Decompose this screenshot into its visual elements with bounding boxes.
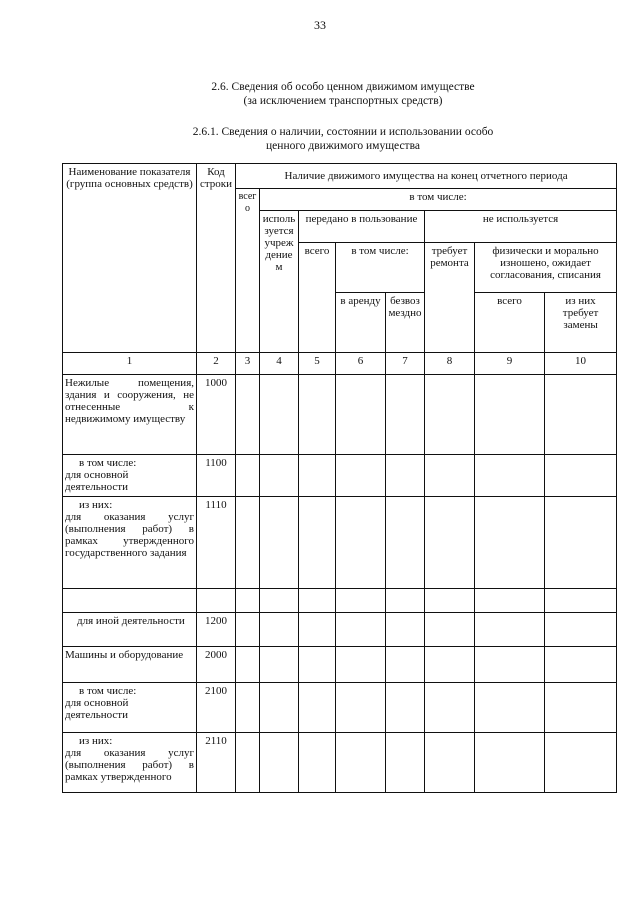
header-not-used: не используется	[425, 211, 617, 243]
data-cell[interactable]	[545, 497, 617, 589]
row-name-text: для основной деятельности	[65, 469, 129, 493]
data-cell[interactable]	[425, 683, 475, 733]
data-cell[interactable]	[425, 647, 475, 683]
header-worn-total: всего	[475, 293, 545, 353]
column-numbers-row	[63, 353, 617, 375]
data-cell[interactable]	[299, 589, 336, 613]
data-cell[interactable]	[336, 497, 386, 589]
row-name: Машины и оборудование	[63, 647, 197, 683]
column-number: 3	[236, 353, 260, 375]
data-cell[interactable]	[545, 647, 617, 683]
row-name	[63, 683, 197, 733]
page-number: 33	[314, 18, 326, 32]
data-cell[interactable]	[425, 375, 475, 455]
row-name-prefix: в том числе:	[79, 457, 137, 469]
row-name	[63, 497, 197, 589]
data-cell[interactable]	[425, 497, 475, 589]
data-cell[interactable]	[386, 497, 425, 589]
column-number: 10	[545, 353, 617, 375]
row-code: 2110	[197, 733, 236, 793]
data-cell[interactable]	[425, 733, 475, 793]
data-cell[interactable]	[236, 683, 260, 733]
data-cell[interactable]	[336, 733, 386, 793]
header-worn-replace: из них требует замены	[545, 293, 617, 353]
column-number: 1	[63, 353, 197, 375]
data-cell[interactable]	[545, 733, 617, 793]
row-name-prefix: из них:	[79, 735, 113, 747]
data-cell[interactable]	[475, 497, 545, 589]
data-cell[interactable]	[299, 613, 336, 647]
data-cell[interactable]	[386, 589, 425, 613]
data-cell[interactable]	[236, 613, 260, 647]
data-cell[interactable]	[475, 733, 545, 793]
data-cell[interactable]	[336, 375, 386, 455]
header-transferred-total: всего	[299, 243, 336, 353]
row-name: Нежилые помещения, здания и сооружения, не отнесенные к недвижимому имуществу	[63, 375, 197, 455]
data-cell[interactable]	[545, 589, 617, 613]
table-row	[63, 589, 617, 613]
data-cell[interactable]	[299, 455, 336, 497]
header-indicator: Наименование показателя (группа основных средств)	[63, 164, 197, 353]
header-needs-repair: требует ремонта	[425, 243, 475, 353]
header-including: в том числе:	[260, 189, 617, 211]
header-transferred: передано в пользование	[299, 211, 425, 243]
row-name-text: для оказания услуг (выполнения работ) в рамках утвержденного	[65, 747, 194, 783]
data-cell[interactable]	[386, 647, 425, 683]
data-cell[interactable]	[386, 733, 425, 793]
row-name-text: для оказания услуг (выполнения работ) в рамках утвержденного государственного задания	[65, 511, 194, 559]
data-cell[interactable]	[236, 455, 260, 497]
data-cell[interactable]	[545, 683, 617, 733]
table-row	[63, 455, 617, 497]
row-name-text: для основной деятельности	[65, 697, 129, 721]
assets-table	[62, 163, 617, 793]
column-number: 7	[386, 353, 425, 375]
data-cell[interactable]	[260, 455, 299, 497]
header-code: Код строки	[197, 164, 236, 353]
subsection-heading	[150, 125, 536, 153]
header-availability: Наличие движимого имущества на конец отчетного периода	[236, 164, 617, 189]
row-code: 1100	[197, 455, 236, 497]
data-cell[interactable]	[425, 613, 475, 647]
table-row	[63, 647, 617, 683]
row-code	[197, 589, 236, 613]
row-name	[63, 733, 197, 793]
data-cell[interactable]	[299, 375, 336, 455]
data-cell[interactable]	[386, 375, 425, 455]
data-cell[interactable]	[336, 683, 386, 733]
data-cell[interactable]	[336, 613, 386, 647]
row-name-prefix: в том числе:	[79, 685, 137, 697]
row-name	[63, 589, 197, 613]
data-cell[interactable]	[260, 647, 299, 683]
data-cell[interactable]	[260, 589, 299, 613]
row-name-prefix: из них:	[79, 499, 113, 511]
row-code: 2100	[197, 683, 236, 733]
data-cell[interactable]	[475, 683, 545, 733]
data-cell[interactable]	[545, 455, 617, 497]
data-cell[interactable]	[299, 683, 336, 733]
data-cell[interactable]	[386, 455, 425, 497]
data-cell[interactable]	[475, 455, 545, 497]
row-code: 1110	[197, 497, 236, 589]
column-number: 9	[475, 353, 545, 375]
data-cell[interactable]	[545, 375, 617, 455]
table-row	[63, 683, 617, 733]
data-cell[interactable]	[299, 733, 336, 793]
header-free: безвозмездно	[386, 293, 425, 353]
table-row	[63, 733, 617, 793]
data-cell[interactable]	[236, 733, 260, 793]
data-cell[interactable]	[545, 613, 617, 647]
header-total: всего	[236, 189, 260, 353]
subsection-heading-line2: ценного движимого имущества	[266, 140, 420, 152]
data-cell[interactable]	[236, 375, 260, 455]
column-number: 8	[425, 353, 475, 375]
subsection-heading-line1: 2.6.1. Сведения о наличии, состоянии и использовании особо	[192, 126, 494, 138]
table-row	[63, 497, 617, 589]
data-cell[interactable]	[236, 647, 260, 683]
column-number: 4	[260, 353, 299, 375]
column-number: 2	[197, 353, 236, 375]
data-cell[interactable]	[475, 375, 545, 455]
data-cell[interactable]	[336, 589, 386, 613]
section-heading-line2: (за исключением транспортных средств)	[243, 95, 443, 107]
data-cell[interactable]	[260, 375, 299, 455]
data-cell[interactable]	[475, 589, 545, 613]
data-cell[interactable]	[386, 683, 425, 733]
header-transferred-including: в том числе:	[336, 243, 425, 293]
row-name	[63, 455, 197, 497]
row-code: 1000	[197, 375, 236, 455]
data-cell[interactable]	[425, 455, 475, 497]
data-cell[interactable]	[475, 613, 545, 647]
data-cell[interactable]	[299, 497, 336, 589]
header-in-use: используется учреждением	[260, 211, 299, 353]
data-cell[interactable]	[260, 613, 299, 647]
data-cell[interactable]	[425, 589, 475, 613]
row-name: для иной деятельности	[63, 613, 197, 647]
data-cell[interactable]	[236, 589, 260, 613]
data-cell[interactable]	[260, 733, 299, 793]
data-cell[interactable]	[336, 647, 386, 683]
table-row	[63, 375, 617, 455]
data-cell[interactable]	[475, 647, 545, 683]
column-number: 6	[336, 353, 386, 375]
data-cell[interactable]	[260, 683, 299, 733]
header-rent: в аренду	[336, 293, 386, 353]
data-cell[interactable]	[299, 647, 336, 683]
header-worn-out: физически и морально изношено, ожидает согласования, списания	[475, 243, 617, 293]
table-row	[63, 613, 617, 647]
data-cell[interactable]	[386, 613, 425, 647]
column-number: 5	[299, 353, 336, 375]
section-heading	[150, 80, 536, 108]
data-cell[interactable]	[336, 455, 386, 497]
data-cell[interactable]	[260, 497, 299, 589]
data-cell[interactable]	[236, 497, 260, 589]
section-heading-line1: 2.6. Сведения об особо ценном движимом имуществе	[211, 81, 475, 93]
row-code: 2000	[197, 647, 236, 683]
row-code: 1200	[197, 613, 236, 647]
